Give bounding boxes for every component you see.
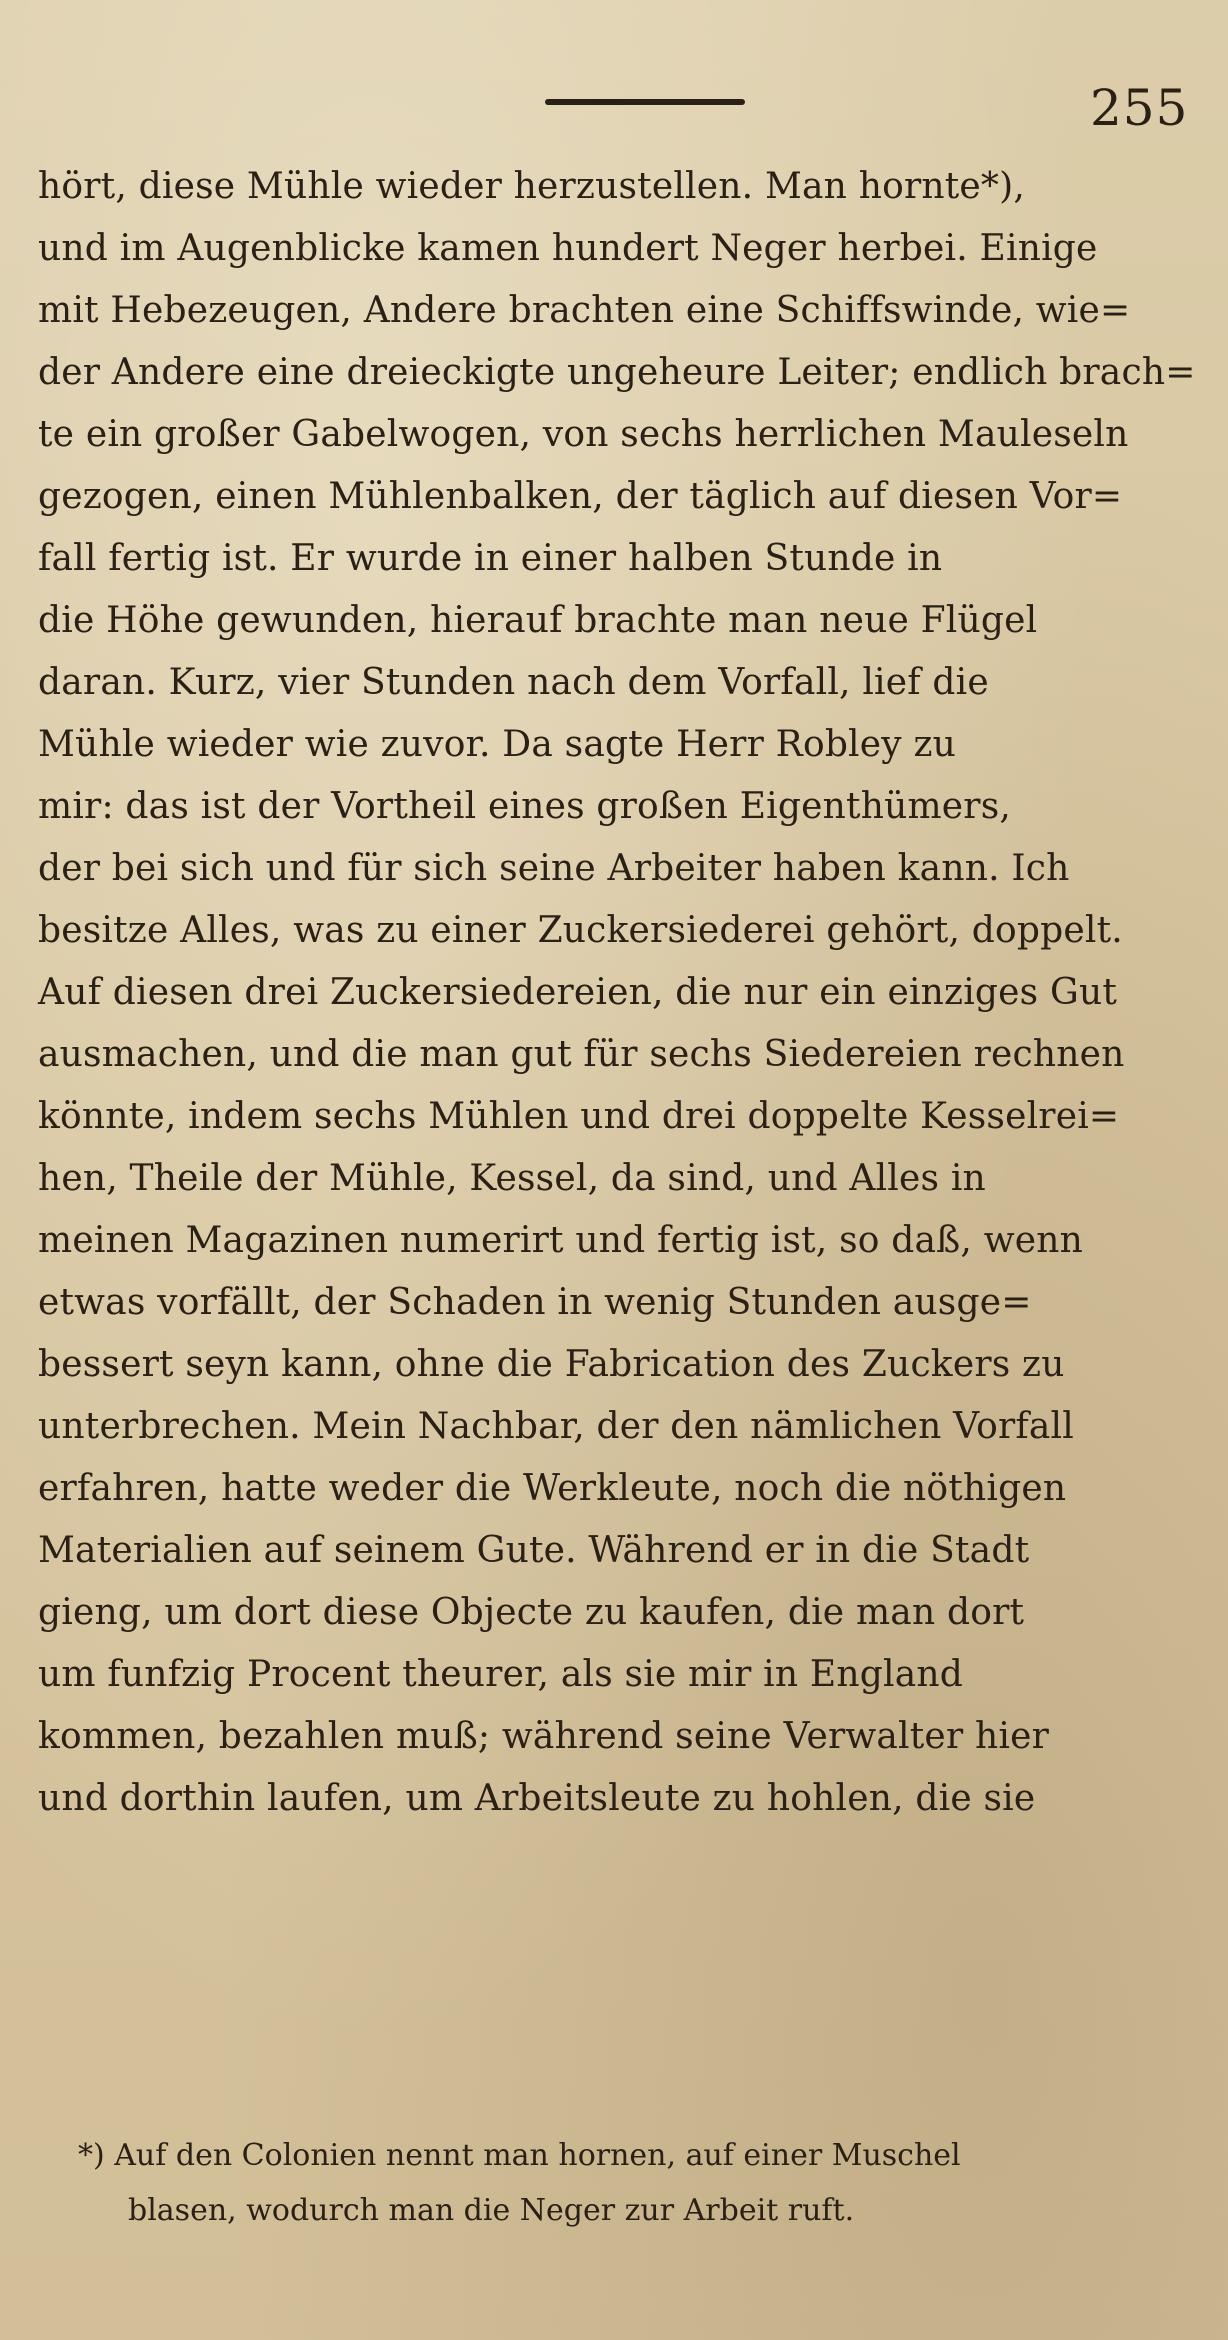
text-line: fall fertig ist. Er wurde in einer halben Stunde in [38,538,943,579]
text-line: könnte, indem sechs Mühlen und drei doppelte Kesselrei= [38,1096,1120,1137]
page-number: 255 [1090,79,1189,137]
footnote-line: blasen, wodurch man die Neger zur Arbeit ruft. [128,2193,855,2228]
text-line: erfahren, hatte weder die Werkleute, noch die nöthigen [38,1468,1067,1509]
text-line: gieng, um dort diese Objecte zu kaufen, die man dort [38,1592,1025,1633]
text-line: unterbrechen. Mein Nachbar, der den nämlichen Vorfall [38,1406,1074,1447]
header-rule [545,99,745,105]
text-line: Mühle wieder wie zuvor. Da sagte Herr Robley zu [38,724,957,765]
text-line: bessert seyn kann, ohne die Fabrication des Zuckers zu [38,1344,1065,1385]
text-line: hört, diese Mühle wieder herzustellen. Man hornte*), [38,166,1026,207]
footnote [78,2128,1188,2238]
text-line: und im Augenblicke kamen hundert Neger herbei. Einige [38,228,1098,269]
text-line: daran. Kurz, vier Stunden nach dem Vorfall, lief die [38,662,989,703]
body-text [38,156,1196,1830]
text-line: etwas vorfällt, der Schaden in wenig Stunden ausge= [38,1282,1032,1323]
text-line: hen, Theile der Mühle, Kessel, da sind, und Alles in [38,1158,986,1199]
text-line: um funfzig Procent theurer, als sie mir in England [38,1654,964,1695]
text-line: te ein großer Gabelwogen, von sechs herrlichen Mauleseln [38,414,1129,455]
text-line: gezogen, einen Mühlenbalken, der täglich auf diesen Vor= [38,476,1123,517]
text-line: besitze Alles, was zu einer Zuckersiederei gehört, doppelt. [38,910,1123,951]
text-line: der bei sich und für sich seine Arbeiter haben kann. Ich [38,848,1070,889]
text-line: ausmachen, und die man gut für sechs Siedereien rechnen [38,1034,1125,1075]
text-line: meinen Magazinen numerirt und fertig ist, so daß, wenn [38,1220,1083,1261]
text-line: und dorthin laufen, um Arbeitsleute zu hohlen, die sie [38,1778,1036,1819]
text-line: mir: das ist der Vortheil eines großen Eigenthümers, [38,786,1012,827]
text-line: kommen, bezahlen muß; während seine Verwalter hier [38,1716,1050,1757]
text-line: der Andere eine dreieckigte ungeheure Leiter; endlich brach= [38,352,1196,393]
text-line: Materialien auf seinem Gute. Während er in die Stadt [38,1530,1030,1571]
text-line: Auf diesen drei Zuckersiedereien, die nur ein einziges Gut [38,972,1118,1013]
text-line: die Höhe gewunden, hierauf brachte man neue Flügel [38,600,1038,641]
footnote-line: *) Auf den Colonien nennt man hornen, auf einer Muschel [78,2138,961,2173]
text-line: mit Hebezeugen, Andere brachten eine Schiffswinde, wie= [38,290,1131,331]
